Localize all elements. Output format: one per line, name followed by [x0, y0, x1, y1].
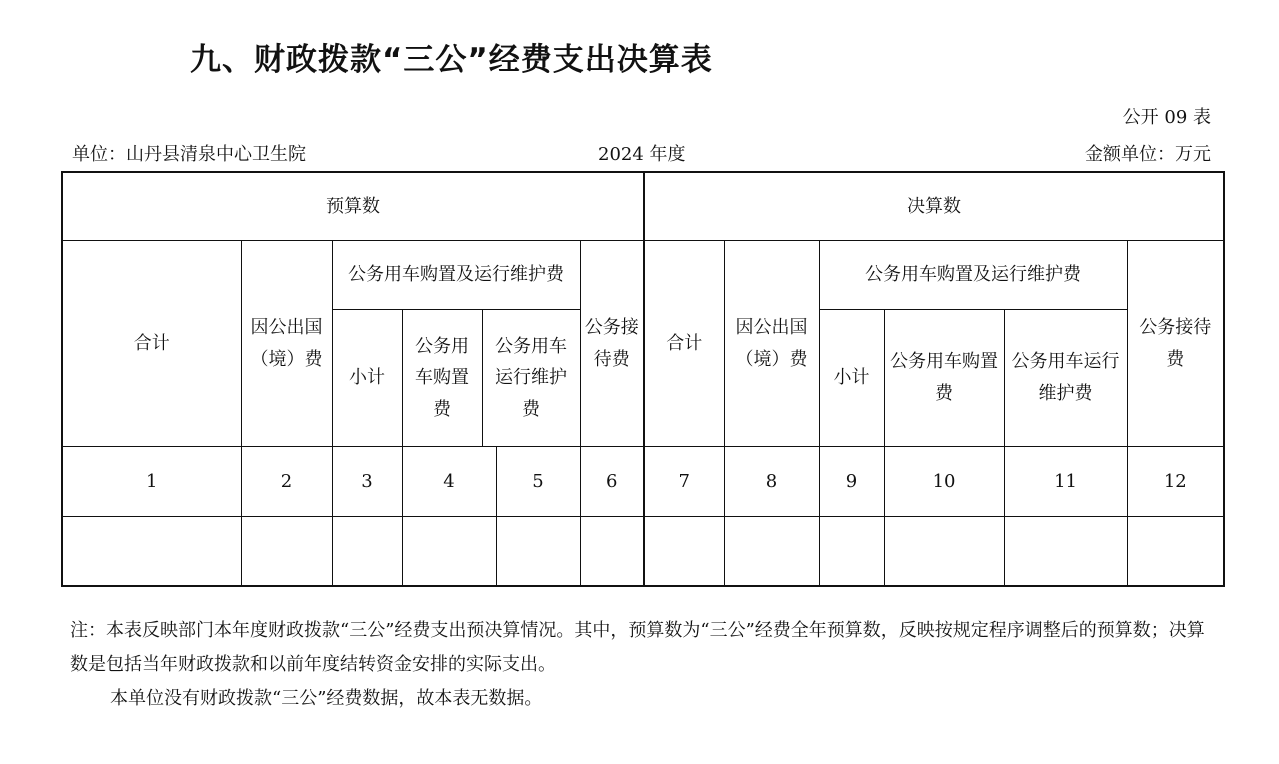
final-abroad-header: 因公出国（境）费 [724, 241, 819, 447]
data-cell [496, 516, 580, 586]
budget-reception-header: 公务接待费 [580, 241, 644, 447]
meta-row [72, 140, 1211, 164]
data-cell [402, 516, 496, 586]
column-number: 4 [402, 447, 496, 516]
data-cell [1127, 516, 1224, 586]
column-number: 9 [819, 447, 884, 516]
data-cell [332, 516, 402, 586]
data-cell [62, 516, 241, 586]
table-notes [70, 614, 1220, 716]
final-subtotal-header: 小计 [819, 309, 884, 447]
budget-group-header: 预算数 [62, 172, 644, 241]
budget-vehicle-group-header: 公务用车购置及运行维护费 [332, 241, 580, 309]
unit-label: 单位：山丹县清泉中心卫生院 [72, 144, 306, 165]
final-reception-header: 公务接待费 [1127, 241, 1224, 447]
column-number-row [62, 447, 1224, 516]
final-group-header: 决算数 [644, 172, 1224, 241]
column-number: 10 [884, 447, 1004, 516]
budget-abroad-header: 因公出国（境）费 [241, 241, 332, 447]
column-number: 12 [1127, 447, 1224, 516]
budget-total-header: 合计 [62, 241, 241, 447]
column-number: 6 [580, 447, 644, 516]
fiscal-year: 2024 年度 [598, 144, 686, 165]
note-no-data: 本单位没有财政拨款“三公”经费数据，故本表无数据。 [110, 688, 543, 709]
data-cell [1004, 516, 1127, 586]
budget-subtotal-header: 小计 [332, 309, 402, 447]
final-vehicle-operation-header: 公务用车运行维护费 [1004, 309, 1127, 447]
column-number: 2 [241, 447, 332, 516]
data-cell [241, 516, 332, 586]
column-number: 3 [332, 447, 402, 516]
column-number: 1 [62, 447, 241, 516]
column-number: 11 [1004, 447, 1127, 516]
column-number: 8 [724, 447, 819, 516]
data-cell [644, 516, 724, 586]
column-number: 7 [644, 447, 724, 516]
final-total-header: 合计 [644, 241, 724, 447]
form-number: 公开 09 表 [1122, 107, 1211, 128]
data-cell [580, 516, 644, 586]
table-row [62, 516, 1224, 586]
three-public-expense-table [61, 171, 1225, 587]
final-vehicle-purchase-header: 公务用车购置费 [884, 309, 1004, 447]
page-title: 九、财政拨款“三公”经费支出决算表 [190, 42, 713, 78]
amount-unit: 金额单位：万元 [1085, 144, 1211, 165]
data-cell [884, 516, 1004, 586]
budget-vehicle-operation-header: 公务用车运行维护费 [482, 309, 580, 447]
data-cell [819, 516, 884, 586]
note-explanation: 注：本表反映部门本年度财政拨款“三公”经费支出预决算情况。其中，预算数为“三公”经费全年预算数，反映按规定程序调整后的预算数；决算数是包括当年财政拨款和以前年度结转资金安排的实际支出。 [70, 620, 1205, 675]
final-vehicle-group-header: 公务用车购置及运行维护费 [819, 241, 1127, 309]
data-cell [724, 516, 819, 586]
budget-vehicle-purchase-header: 公务用车购置费 [402, 309, 482, 447]
column-number: 5 [496, 447, 580, 516]
